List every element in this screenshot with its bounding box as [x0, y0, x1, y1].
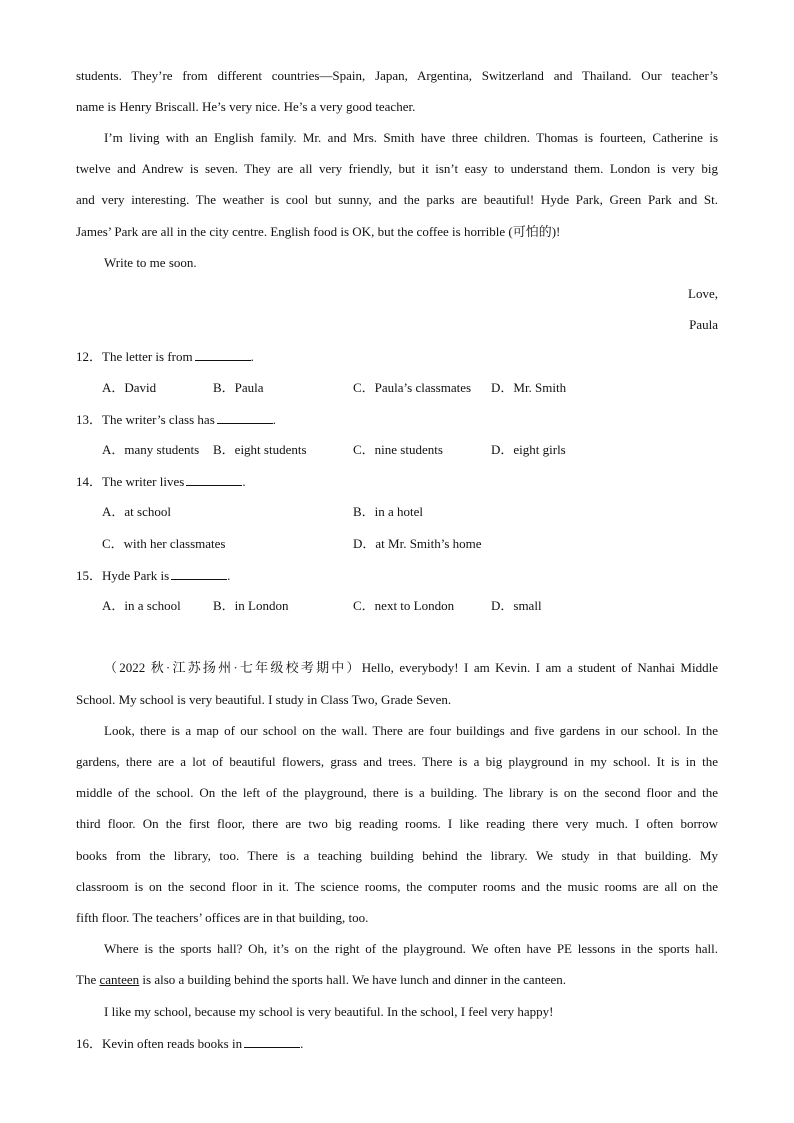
- question-end: .: [300, 1036, 304, 1051]
- answer-blank: [195, 348, 251, 361]
- passage2-line-5: middle of the school. On the left of the playground, there is a building. The library is on the second floor and the: [76, 785, 718, 800]
- question-end: .: [242, 474, 246, 489]
- q13-option-b: B．eight students: [213, 442, 307, 457]
- letter-signature: Paula: [689, 317, 718, 332]
- q15-option-a: A．in a school: [102, 598, 181, 613]
- passage1-line-3: I’m living with an English family. Mr. and Mrs. Smith have three children. Thomas is fourteen, Catherine is: [104, 130, 718, 145]
- q15-option-b: B．in London: [213, 598, 289, 613]
- answer-blank: [244, 1035, 300, 1048]
- answer-blank: [217, 411, 273, 424]
- question-end: .: [227, 568, 231, 583]
- passage2-line-1: （2022 秋·江苏扬州·七年级校考期中）Hello, everybody! I am Kevin. I am a student of Nanhai Middle: [104, 660, 718, 675]
- passage1-line-5: and very interesting. The weather is cool but sunny, and the parks are beautiful! Hyde Park, Green Park and St.: [76, 192, 718, 207]
- q13-option-c: C．nine students: [353, 442, 443, 457]
- question-text: 14．The writer lives: [76, 474, 185, 489]
- q13-option-a: A．many students: [102, 442, 200, 457]
- passage1-line-1: students. They’re from different countries—Spain, Japan, Argentina, Switzerland and Thailand. Our teacher’s: [76, 68, 718, 83]
- passage2-line-12: I like my school, because my school is very beautiful. In the school, I feel very happy!: [104, 1004, 554, 1019]
- passage2-line-9: fifth floor. The teachers’ offices are in that building, too.: [76, 910, 369, 925]
- question-12-stem: [76, 348, 718, 364]
- question-text: 15．Hyde Park is: [76, 568, 170, 583]
- passage2-line-8: classroom is on the second floor in it. The science rooms, the computer rooms and the music rooms are all on the: [76, 879, 718, 894]
- q12-option-a: A．David: [102, 380, 157, 395]
- passage2-line-4: gardens, there are a lot of beautiful flowers, grass and trees. There is a big playground in my school. It is in the: [76, 754, 718, 769]
- answer-blank: [186, 473, 242, 486]
- passage2-line-6: third floor. On the first floor, there are two big reading rooms. I like reading there very much. I often borrow: [76, 816, 718, 831]
- passage2-line-3: Look, there is a map of our school on the wall. There are four buildings and five gardens in our school. In the: [104, 723, 718, 738]
- question-14-stem: [76, 473, 718, 489]
- question-text: 13．The writer’s class has: [76, 412, 215, 427]
- question-16-stem: [76, 1035, 718, 1051]
- letter-closing: Love,: [688, 286, 718, 301]
- q12-option-d: D．Mr. Smith: [491, 380, 567, 395]
- passage2-line-11: [76, 972, 718, 988]
- passage1-line-2: name is Henry Briscall. He’s very nice. He’s a very good teacher.: [76, 99, 416, 114]
- passage1-line-4: twelve and Andrew is seven. They are all very friendly, but it isn’t easy to understand them. London is very big: [76, 161, 718, 176]
- passage2-line-10: Where is the sports hall? Oh, it’s on the right of the playground. We often have PE lessons in the sports hall.: [104, 941, 718, 956]
- passage2-line-7: books from the library, too. There is a teaching building behind the library. We study in that building. My: [76, 848, 718, 863]
- q14-option-b: B．in a hotel: [353, 504, 424, 519]
- q12-option-b: B．Paula: [213, 380, 264, 395]
- q14-option-d: D．at Mr. Smith’s home: [353, 536, 482, 551]
- passage1-line-7: Write to me soon.: [104, 255, 197, 270]
- question-15-stem: [76, 567, 718, 583]
- q14-option-a: A．at school: [102, 504, 171, 519]
- question-end: .: [272, 412, 277, 427]
- canteen-line-start: The: [76, 972, 100, 987]
- question-13-stem: [76, 411, 718, 427]
- underlined-word-canteen: canteen: [99, 972, 140, 987]
- question-text: 16．Kevin often reads books in: [76, 1036, 243, 1051]
- passage2-line-2: School. My school is very beautiful. I study in Class Two, Grade Seven.: [76, 692, 452, 707]
- canteen-line-end: is also a building behind the sports hall. We have lunch and dinner in the canteen.: [139, 972, 567, 987]
- question-end: .: [250, 349, 254, 364]
- passage1-line-6: James’ Park are all in the city centre. English food is OK, but the coffee is horrible (可怕的)!: [76, 224, 561, 239]
- q15-option-d: D．small: [491, 598, 542, 613]
- q15-option-c: C．next to London: [353, 598, 455, 613]
- answer-blank: [171, 567, 227, 580]
- q12-option-c: C．Paula’s classmates: [353, 380, 472, 395]
- question-text: 12．The letter is from: [76, 349, 193, 364]
- q14-option-c: C．with her classmates: [102, 536, 226, 551]
- q13-option-d: D．eight girls: [491, 442, 566, 457]
